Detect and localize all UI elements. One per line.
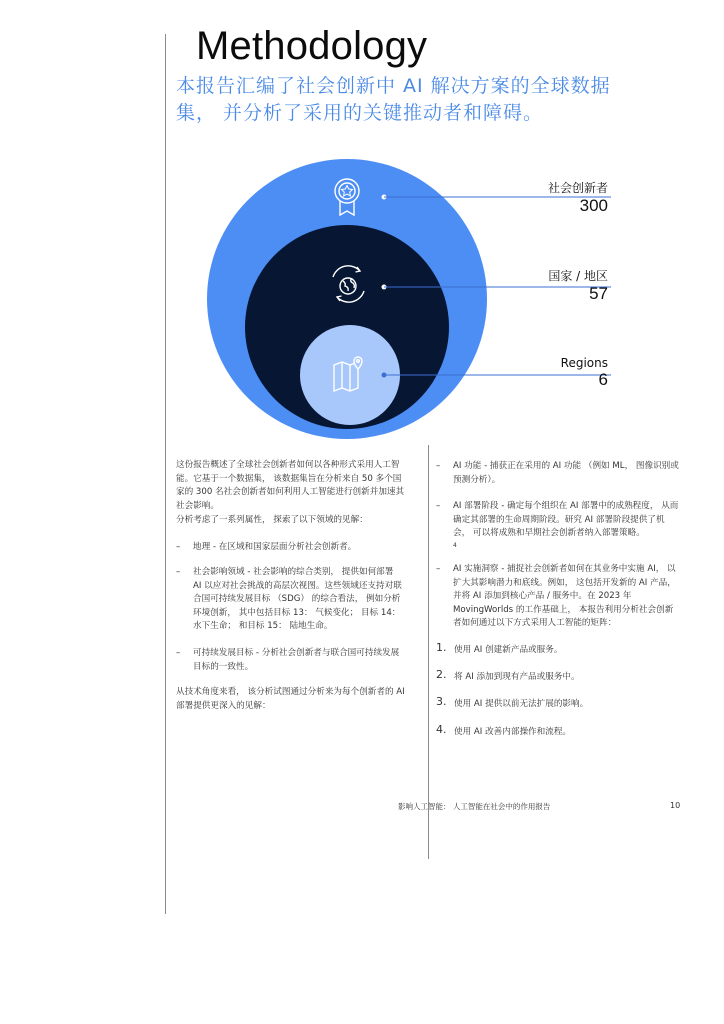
numbered-item-text: 使用 AI 改善内部操作和流程。: [454, 727, 572, 737]
numbered-item-index: 1.: [436, 641, 447, 654]
bullet-dash: –: [176, 567, 181, 577]
bullet-text: 地理 - 在区域和国家层面分析社会创新者。: [193, 542, 357, 552]
stat-innovators: [548, 179, 608, 216]
bullet-text: AI 实施洞察 - 捕捉社会创新者如何在其业务中实施 AI， 以扩大其影响潜力和底线。例如， 这包括开发新的 AI 产品， 并将 AI 添加到核心产品 / 服务中。在 2023 年 MovingWorlds 的工作基础上， 本报告利用分析社会创新者如何通过以下方式采用人工智能的矩阵：: [453, 564, 676, 628]
stat-regions: [561, 356, 608, 390]
bullet-dash: –: [176, 542, 181, 552]
bullet-text: AI 部署阶段 - 确定每个组织在 AI 部署中的成熟程度， 从而确定其部署的生命周期阶段。研究 AI 部署阶段提供了机会， 可以将成熟和早期社会创新者纳入部署策略。: [453, 501, 679, 538]
bullet-dash: –: [436, 564, 441, 574]
numbered-item-text: 将 AI 添加到现有产品或服务中。: [454, 672, 580, 682]
numbered-item-index: 3.: [436, 695, 447, 708]
attributes-intro: [176, 514, 406, 528]
stat-countries: [548, 267, 608, 304]
bullet-dash: –: [436, 461, 441, 471]
column-divider-rule: [428, 445, 429, 859]
page-title: Methodology: [196, 24, 428, 68]
attributes-intro-text: 分析考虑了一系列属性， 探索了以下领域的见解：: [176, 515, 368, 525]
footnote-4-mark: 4: [453, 542, 457, 549]
stat-regions-value: 6: [598, 370, 608, 389]
bullet-dash: –: [176, 648, 181, 658]
page-subtitle: 本报告汇编了社会创新中 AI 解决方案的全球数据集， 并分析了采用的关键推动者和障碍。: [176, 75, 611, 124]
closing-paragraph: [176, 686, 406, 713]
footnote-4: [453, 539, 457, 553]
stat-countries-value: 57: [589, 284, 608, 303]
intro-paragraph: 这份报告概述了全球社会创新者如何以各种形式采用人工智能。它基于一个数据集， 该数据集旨在分析来自 50 多个国家的 300 名社会创新者如何利用人工智能进行创新并加速其社会影响。: [176, 460, 405, 511]
bullet-text: 社会影响领域 - 社会影响的综合类别， 提供如何部署 AI 以应对社会挑战的高层次视图。这些领域还支持对联合国可持续发展目标 （SDG） 的综合看法， 例如分析环境创新， 其中包括目标 13： 气候变化； 目标 14： 水下生命； 和目标 15： 陆地生命。: [193, 567, 402, 631]
closing-text: 从技术角度来看， 该分析试图通过分析来为每个创新者的 AI 部署提供更深入的见解：: [176, 687, 405, 711]
numbered-item-index: 4.: [436, 723, 447, 736]
numbered-item-text: 使用 AI 提供以前无法扩展的影响。: [454, 699, 589, 709]
bullet-dash: –: [436, 501, 441, 511]
left-column: [176, 459, 406, 513]
stat-innovators-label: 社会创新者: [547, 181, 608, 195]
stat-innovators-value: 300: [579, 196, 608, 215]
bullet-text: 可持续发展目标 - 分析社会创新者与联合国可持续发展目标的一致性。: [193, 648, 400, 672]
numbered-item-index: 2.: [436, 668, 447, 681]
footer-page-number: 10: [670, 801, 681, 810]
stat-countries-label: 国家 / 地区: [548, 269, 608, 283]
stat-regions-label: Regions: [560, 356, 608, 370]
footer-report-title: 影响人工智能： 人工智能在社会中的作用报告: [398, 802, 551, 811]
bullet-text: AI 功能 - 捕获正在采用的 AI 功能 （例如 ML， 图像识别或预测分析）。: [453, 461, 679, 485]
concentric-circles-diagram: [0, 0, 724, 440]
numbered-item-text: 使用 AI 创建新产品或服务。: [454, 645, 563, 655]
